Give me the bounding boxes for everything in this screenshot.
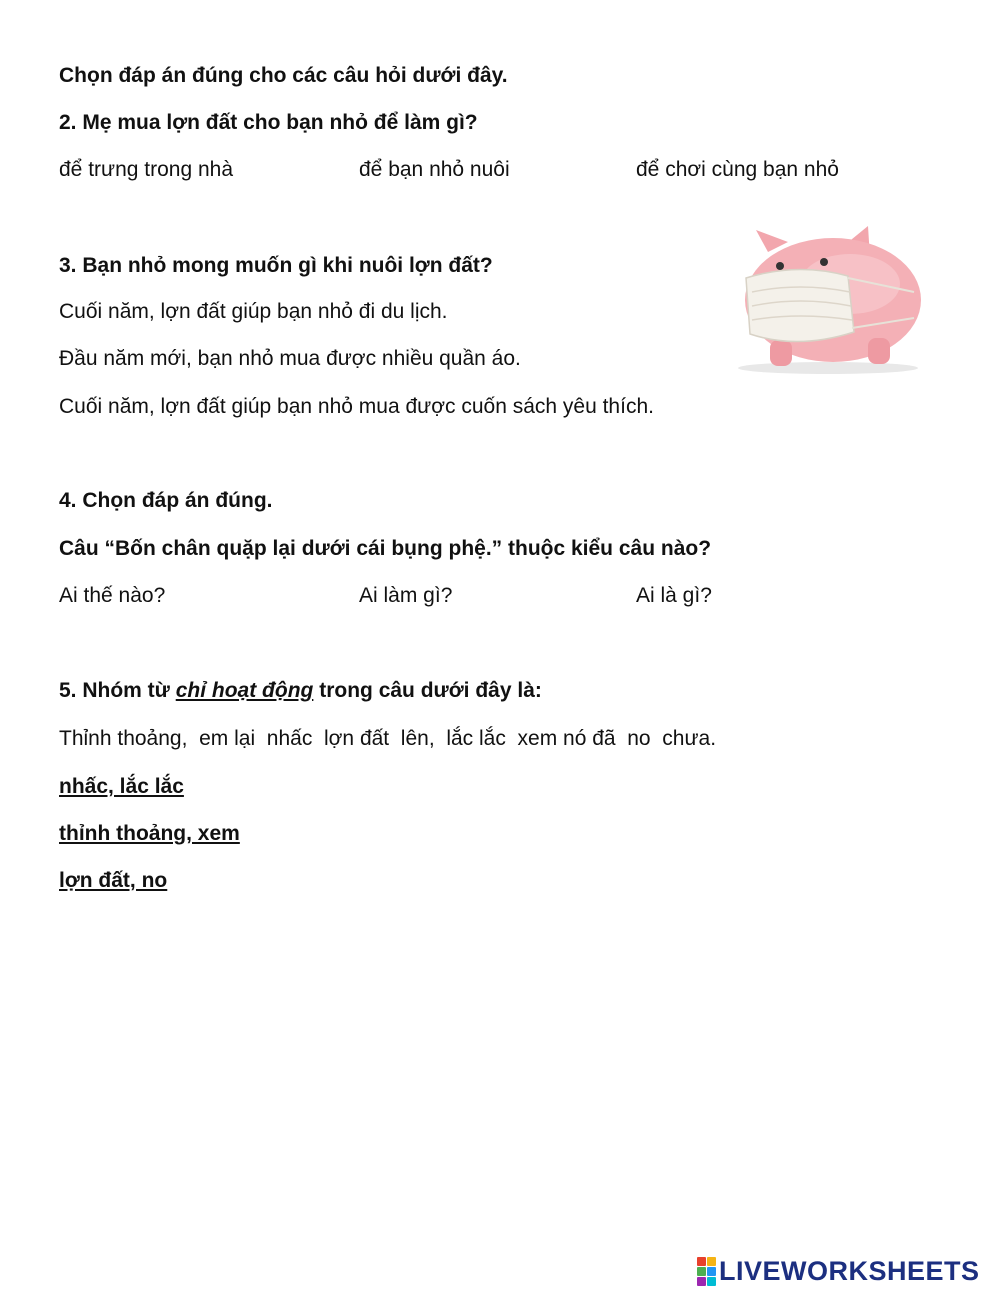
question-4-title: 4. Chọn đáp án đúng. bbox=[59, 489, 273, 512]
q2-option-1[interactable]: để trưng trong nhà bbox=[59, 158, 234, 181]
question-2: 2. Mẹ mua lợn đất cho bạn nhỏ để làm gì? bbox=[59, 111, 478, 134]
q5-emphasis: chỉ hoạt động bbox=[175, 679, 314, 702]
liveworksheets-logo bbox=[697, 1255, 980, 1287]
question-5 bbox=[59, 677, 542, 705]
instruction: Chọn đáp án đúng cho các câu hỏi dưới đây. bbox=[59, 64, 508, 87]
q2-option-3[interactable]: để chơi cùng bạn nhỏ bbox=[636, 158, 839, 181]
q5-suffix: trong câu dưới đây là: bbox=[313, 679, 542, 702]
q5-prefix: 5. Nhóm từ bbox=[59, 679, 176, 702]
logo-block bbox=[707, 1277, 716, 1286]
q3-option-3[interactable]: Cuối năm, lợn đất giúp bạn nhỏ mua được cuốn sách yêu thích. bbox=[59, 395, 654, 418]
piggy-bank-with-mask-icon bbox=[728, 222, 928, 378]
logo-text: LIVEWORKSHEETS bbox=[719, 1255, 980, 1286]
q5-option-2[interactable]: thỉnh thoảng, xem bbox=[59, 822, 240, 845]
logo-block bbox=[707, 1267, 716, 1276]
logo-blocks-icon bbox=[697, 1257, 716, 1286]
logo-block bbox=[697, 1277, 706, 1286]
logo-block bbox=[697, 1267, 706, 1276]
q4-option-2[interactable]: Ai làm gì? bbox=[359, 584, 453, 607]
logo-block bbox=[697, 1257, 706, 1266]
q2-option-2[interactable]: để bạn nhỏ nuôi bbox=[359, 158, 510, 181]
q3-option-2[interactable]: Đầu năm mới, bạn nhỏ mua được nhiều quần áo. bbox=[59, 347, 521, 370]
q5-sentence: Thỉnh thoảng, em lại nhấc lợn đất lên, lắc lắc xem nó đã no chưa. bbox=[59, 727, 717, 750]
q4-option-3[interactable]: Ai là gì? bbox=[636, 584, 712, 607]
q5-option-3[interactable]: lợn đất, no bbox=[59, 869, 168, 892]
question-4: Câu “Bốn chân quặp lại dưới cái bụng phệ.” thuộc kiểu câu nào? bbox=[59, 537, 712, 560]
q4-option-1[interactable]: Ai thế nào? bbox=[59, 584, 166, 607]
question-3: 3. Bạn nhỏ mong muốn gì khi nuôi lợn đất? bbox=[59, 254, 493, 277]
q5-option-1[interactable]: nhấc, lắc lắc bbox=[59, 775, 184, 798]
q3-option-1[interactable]: Cuối năm, lợn đất giúp bạn nhỏ đi du lịch. bbox=[59, 300, 448, 323]
logo-block bbox=[707, 1257, 716, 1266]
